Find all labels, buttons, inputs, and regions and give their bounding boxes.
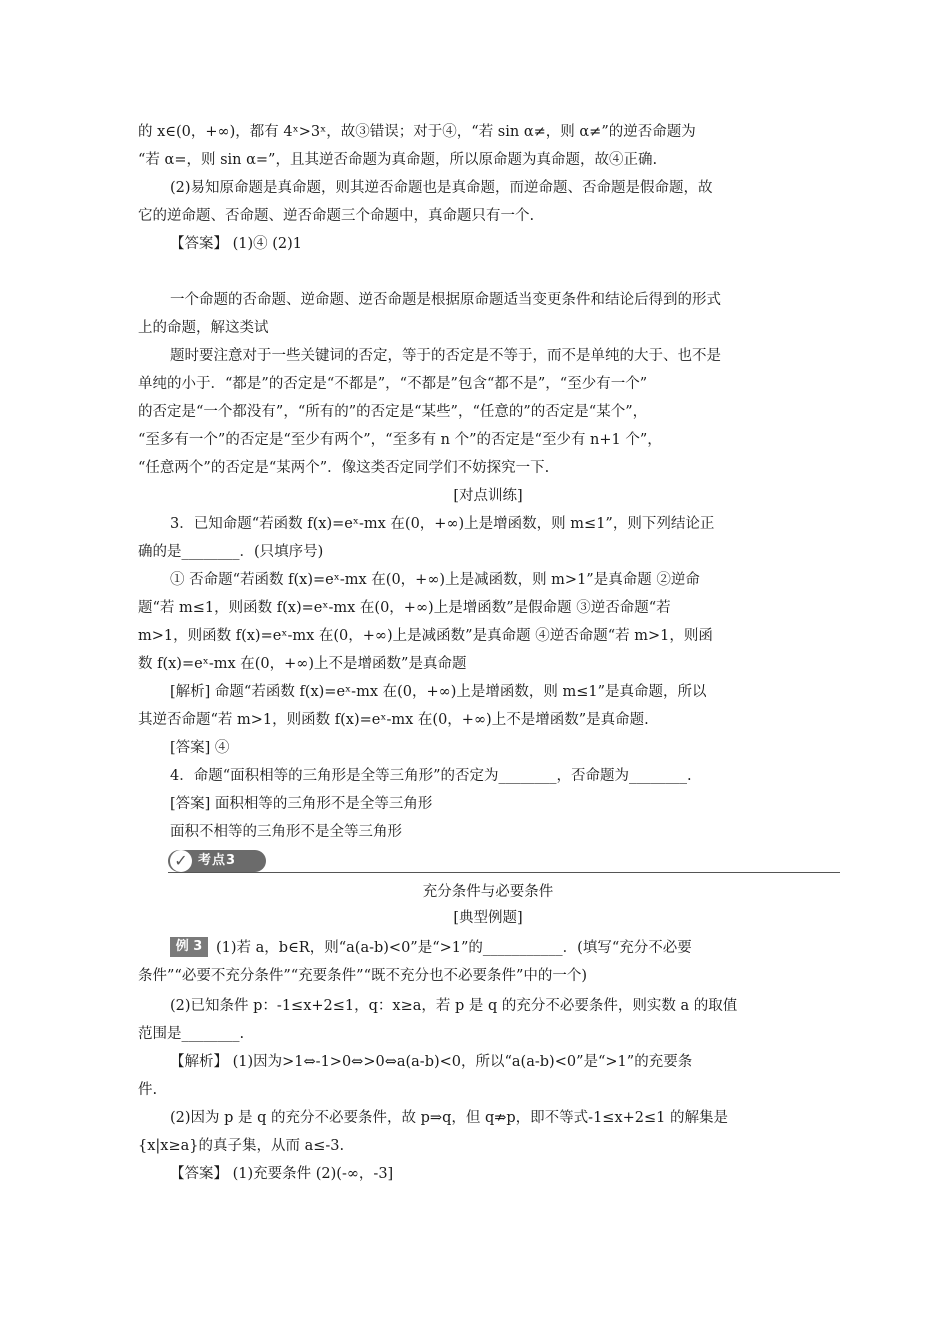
topic-badge-label: 考点3 — [198, 853, 237, 868]
topic-badge — [168, 850, 266, 872]
text-line: (2)易知原命题是真命题，则其逆否命题也是真命题，而逆命题、否命题是假命题，故 — [170, 180, 713, 196]
question-line: 条件”“必要不充分条件”“充要条件”“既不充分也不必要条件”中的一个) — [138, 968, 588, 984]
option-line: ① 否命题“若函数 f(x)=eˣ-mx 在(0，+∞)上是减函数，则 m>1”是真命题 ②逆命 — [170, 572, 700, 588]
option-line: 数 f(x)=eˣ-mx 在(0，+∞)上不是增函数”是真命题 — [138, 656, 467, 672]
text-line: “至多有一个”的否定是“至少有两个”，“至多有 n 个”的否定是“至少有 n+1 个”， — [138, 432, 662, 448]
analysis-line: 其逆否命题“若 m>1，则函数 f(x)=eˣ-mx 在(0，+∞)上不是增函数”是真命题. — [138, 712, 649, 728]
topic-badge-bar — [168, 850, 840, 874]
divider — [168, 872, 840, 873]
question-line: 范围是________. — [138, 1026, 245, 1042]
question-line: (1)若 a，b∈R，则“a(a-b)<0”是“>1”的___________．(填写“充分不必要 — [216, 940, 692, 956]
analysis-line: 【解析】 (1)因为>1⇔-1>0⇔>0⇔a(a-b)<0，所以“a(a-b)<0”是“>1”的充要条 — [170, 1054, 693, 1070]
analysis-line: (2)因为 p 是 q 的充分不必要条件，故 p⇒q，但 q⇏p，即不等式-1≤x+2≤1 的解集是 — [170, 1110, 728, 1126]
section-heading: [典型例题] — [453, 910, 523, 926]
analysis-line: 件. — [138, 1082, 158, 1098]
text-line: 它的逆命题、否命题、逆否命题三个命题中，真命题只有一个. — [138, 208, 535, 224]
text-line: 一个命题的否命题、逆命题、逆否命题是根据原命题适当变更条件和结论后得到的形式 — [170, 292, 721, 308]
option-line: 题“若 m≤1，则函数 f(x)=eˣ-mx 在(0，+∞)上是增函数”是假命题 ③逆否命题“若 — [138, 600, 671, 616]
text-line: 上的命题，解这类试 — [138, 320, 269, 336]
text-line: 的否定是“一个都没有”，“所有的”的否定是“某些”，“任意的”的否定是“某个”， — [138, 404, 648, 420]
text-line: “若 α=，则 sin α=”，且其逆否命题为真命题，所以原命题为真命题，故④正确. — [138, 152, 658, 168]
check-icon: ✓ — [170, 850, 192, 872]
answer-line: [答案] 面积相等的三角形不是全等三角形 — [170, 796, 433, 812]
question-line: 4．命题“面积相等的三角形是全等三角形”的否定为________，否命题为________. — [170, 768, 692, 784]
question-line: 3．已知命题“若函数 f(x)=eˣ-mx 在(0，+∞)上是增函数，则 m≤1”，则下列结论正 — [170, 516, 715, 532]
analysis-line: [解析] 命题“若函数 f(x)=eˣ-mx 在(0，+∞)上是增函数，则 m≤1”是真命题，所以 — [170, 684, 707, 700]
section-heading: [对点训练] — [453, 488, 523, 504]
answer-line: [答案] ④ — [170, 740, 230, 756]
answer-line: 【答案】 (1)④ (2)1 — [170, 236, 303, 252]
option-line: m>1，则函数 f(x)=eˣ-mx 在(0，+∞)上是减函数”是真命题 ④逆否命题“若 m>1，则函 — [138, 628, 713, 644]
section-title: 充分条件与必要条件 — [422, 884, 554, 900]
answer-line: 【答案】 (1)充要条件 (2)(-∞，-3] — [170, 1166, 394, 1182]
answer-line: 面积不相等的三角形不是全等三角形 — [170, 824, 402, 840]
example-label: 例 3 — [170, 937, 208, 957]
text-line: “任意两个”的否定是“某两个”．像这类否定同学们不妨探究一下. — [138, 460, 550, 476]
question-line: 确的是________．(只填序号) — [138, 544, 324, 560]
text-line: 的 x∈(0，+∞)，都有 4ˣ>3ˣ，故③错误；对于④，“若 sin α≠，则 α≠”的逆否命题为 — [138, 124, 696, 140]
text-line: 题时要注意对于一些关键词的否定，等于的否定是不等于，而不是单纯的大于、也不是 — [170, 348, 721, 364]
question-line: (2)已知条件 p：-1≤x+2≤1，q：x≥a，若 p 是 q 的充分不必要条件，则实数 a 的取值 — [170, 998, 738, 1014]
text-line: 单纯的小于．“都是”的否定是“不都是”，“不都是”包含“都不是”，“至少有一个” — [138, 376, 648, 392]
analysis-line: {x|x≥a}的真子集，从而 a≤-3. — [138, 1138, 345, 1154]
